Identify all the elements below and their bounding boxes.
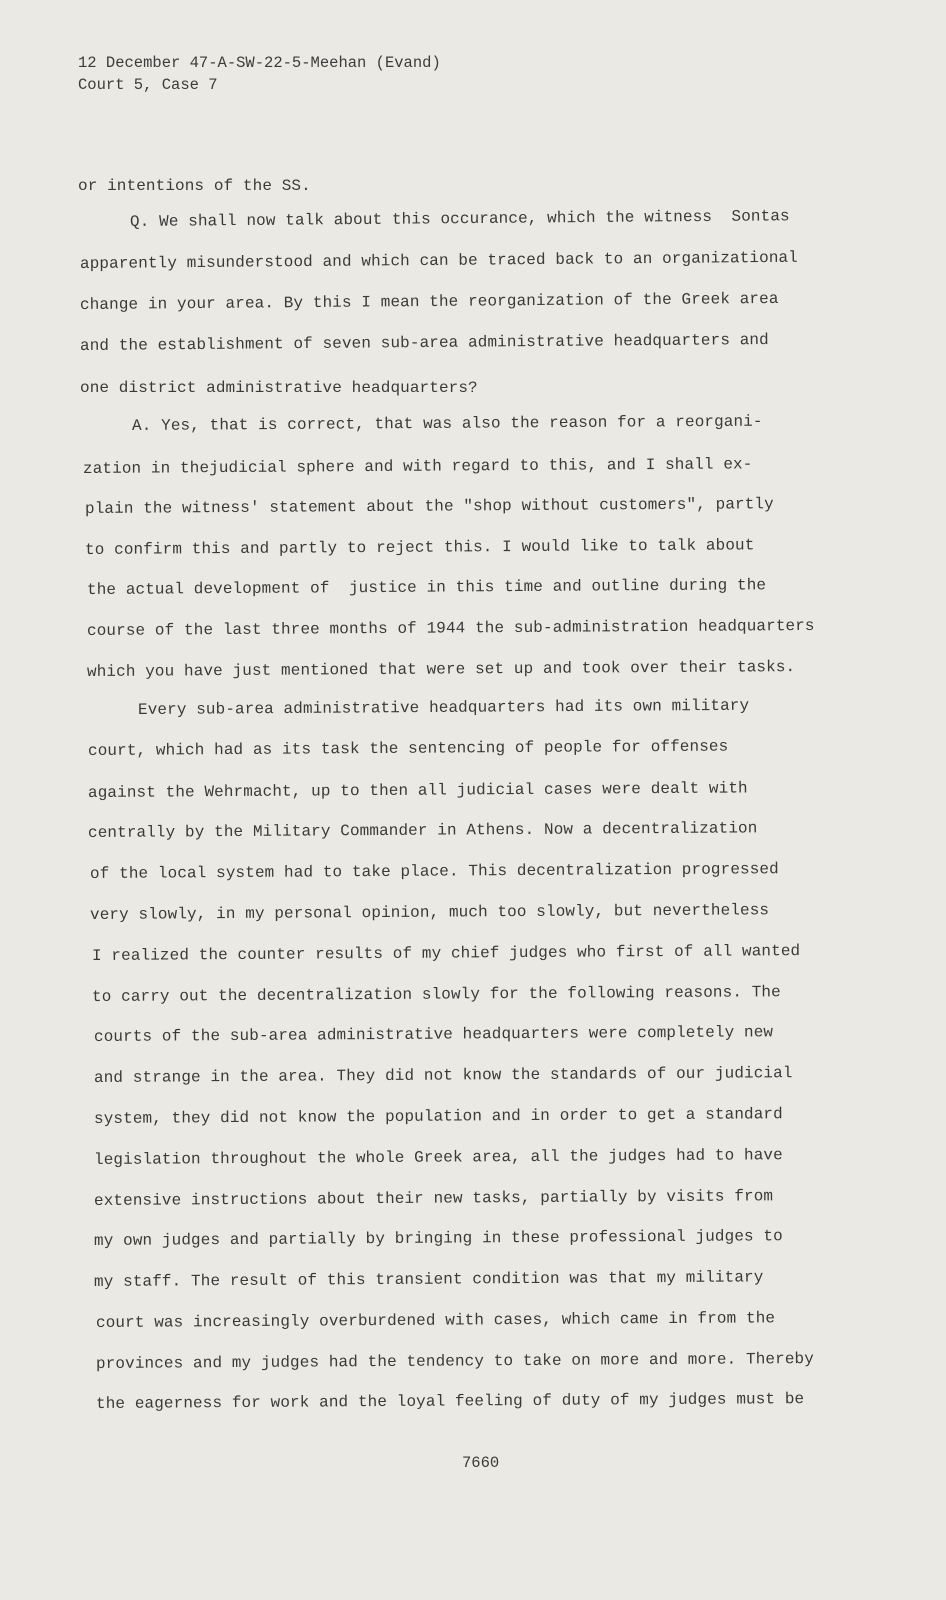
- body-line: provinces and my judges had the tendency to take on more and more. Thereby: [95, 1349, 814, 1373]
- body-line: legislation throughout the whole Greek area, all the judges had to have: [93, 1146, 783, 1169]
- body-line: of the local system had to take place. This decentralization progressed: [89, 860, 779, 883]
- body-line: to carry out the decentralization slowly for the following reasons. The: [91, 983, 781, 1006]
- header-date-reference: 12 December 47-A-SW-22-5-Meehan (Evand): [78, 54, 441, 72]
- body-line: extensive instructions about their new tasks, partially by visits from: [93, 1187, 774, 1210]
- body-line: zation in thejudicial sphere and with regard to this, and I shall ex-: [82, 455, 753, 478]
- body-line: very slowly, in my personal opinion, much too slowly, but nevertheless: [89, 901, 770, 924]
- body-line: course of the last three months of 1944 the sub-administration headquarters: [86, 616, 815, 640]
- body-line: and strange in the area. They did not know the standards of our judicial: [93, 1064, 793, 1087]
- body-line: Q. We shall now talk about this occurance, which the witness Sontas: [129, 207, 790, 231]
- body-line: and the establishment of seven sub-area administrative headquarters and: [79, 330, 769, 355]
- body-line: change in your area. By this I mean the reorganization of the Greek area: [79, 289, 779, 314]
- body-line: A. Yes, that is correct, that was also the reason for a reorgani-: [131, 412, 763, 435]
- body-line: the actual development of justice in this time and outline during the: [86, 576, 767, 599]
- body-line: centrally by the Military Commander in Athens. Now a decentralization: [87, 819, 758, 842]
- body-line: apparently misunderstood and which can be traced back to an organizational: [79, 248, 798, 273]
- body-line: system, they did not know the population and in order to get a standard: [93, 1105, 783, 1128]
- body-line: against the Wehrmacht, up to then all judicial cases were dealt with: [87, 779, 748, 802]
- body-line: Every sub-area administrative headquarters had its own military: [137, 696, 750, 719]
- body-line: which you have just mentioned that were set up and took over their tasks.: [86, 658, 796, 681]
- body-line: I realized the counter results of my chief judges who first of all wanted: [91, 942, 801, 965]
- document-header: [78, 52, 441, 96]
- body-line: to confirm this and partly to reject this. I would like to talk about: [84, 536, 755, 559]
- body-line: my own judges and partially by bringing in these professional judges to: [93, 1227, 783, 1250]
- body-line: courts of the sub-area administrative headquarters were completely new: [93, 1023, 774, 1046]
- body-line: the eagerness for work and the loyal feeling of duty of my judges must be: [95, 1390, 805, 1413]
- body-line: my staff. The result of this transient condition was that my military: [93, 1268, 764, 1291]
- body-line: plain the witness' statement about the "shop without customers", partly: [84, 495, 774, 518]
- page-number: 7660: [462, 1454, 500, 1472]
- body-line: one district administrative headquarters?: [80, 379, 478, 397]
- body-line: or intentions of the SS.: [78, 177, 311, 195]
- body-line: court was increasingly overburdened with cases, which came in from the: [95, 1309, 776, 1332]
- header-court-case: Court 5, Case 7: [78, 76, 218, 94]
- body-line: court, which had as its task the sentencing of people for offenses: [87, 737, 729, 760]
